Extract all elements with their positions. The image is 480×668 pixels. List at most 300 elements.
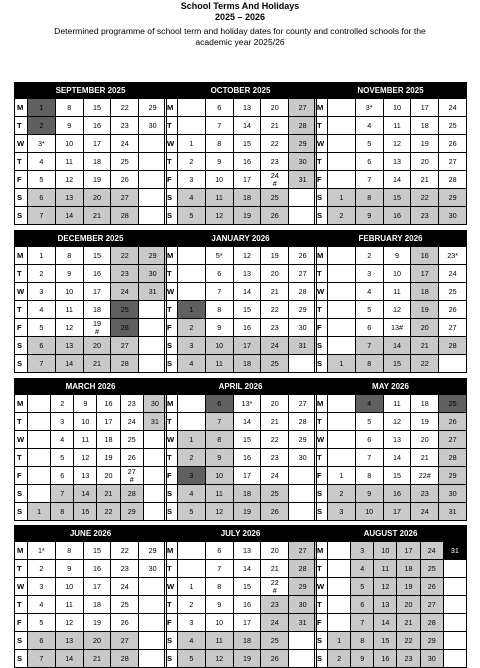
date-cell: 3 [351,542,374,560]
date-cell: 29 [139,542,167,560]
date-cell [328,99,356,117]
week-row [315,99,467,117]
day-label: S [15,355,28,373]
date-cell [28,431,51,449]
date-cell: 13 [383,431,411,449]
week-row [165,355,317,373]
date-cell: 20 [411,153,439,171]
month-title: SEPTEMBER 2025 [14,82,167,98]
day-label: M [15,395,28,413]
date-cell: 25 [261,189,289,207]
date-cell [139,135,167,153]
month-table [164,246,317,373]
date-cell: 27 [111,189,139,207]
date-cell [328,542,351,560]
date-cell: 9 [355,207,383,225]
week-row [15,650,167,668]
month-table [314,98,467,225]
day-label: F [165,171,178,189]
date-cell: 23 [411,207,439,225]
date-cell: 26 [261,503,289,521]
week-row [165,650,317,668]
day-label: S [15,207,28,225]
date-cell: 1 [178,301,206,319]
date-cell: 21 [83,650,111,668]
date-cell [178,413,206,431]
date-cell: 13 [233,542,261,560]
week-row [15,207,167,225]
date-cell: 30 [289,153,317,171]
month-block [164,230,317,373]
day-label: T [15,301,28,319]
date-cell [443,650,466,668]
date-cell: 23 [261,319,289,337]
date-cell: 1 [28,247,56,265]
date-cell: 10 [205,467,233,485]
date-cell: 16 [83,265,111,283]
day-label: S [315,207,328,225]
date-cell: 23 [111,560,139,578]
date-cell: 24 [111,135,139,153]
date-cell [28,485,51,503]
date-cell: 29 [289,431,317,449]
date-cell: 15 [233,135,261,153]
date-cell: 8 [205,301,233,319]
week-row [315,578,467,596]
date-cell: 7 [28,650,56,668]
date-cell: 18 [233,632,261,650]
date-cell [328,337,356,355]
day-label: T [15,413,28,431]
date-cell: 25 [439,117,467,135]
date-cell [178,265,206,283]
date-cell: 16 [374,650,397,668]
date-cell: 3 [178,614,206,632]
month-table [14,98,167,225]
day-label: T [165,301,178,319]
date-cell: 4 [355,117,383,135]
date-cell: 3 [178,171,206,189]
date-cell: 21 [261,413,289,431]
day-label: M [315,395,328,413]
date-cell: 22 [261,301,289,319]
date-cell: 2 [328,650,351,668]
date-cell: 19 [233,207,261,225]
date-cell: 27 [439,319,467,337]
date-cell: 11 [205,485,233,503]
week-row [165,485,317,503]
date-cell: 28 [289,413,317,431]
week-row [165,171,317,189]
day-label: S [165,485,178,503]
week-row [15,467,167,485]
week-row [165,207,317,225]
date-cell [139,355,167,373]
date-cell: 1 [328,355,356,373]
date-cell: 2 [328,207,356,225]
date-cell: 17 [233,337,261,355]
date-cell [28,395,51,413]
date-cell: 13 [74,467,97,485]
date-cell: 10 [355,503,383,521]
week-row [15,247,167,265]
date-cell: 13 [55,189,83,207]
date-cell: 10 [74,413,97,431]
date-cell [289,650,317,668]
date-cell: 27 [439,431,467,449]
month-table [314,394,467,521]
date-cell [139,632,167,650]
date-cell: 12 [74,449,97,467]
date-cell: 11 [383,117,411,135]
date-cell: 25 [111,153,139,171]
week-row [315,542,467,560]
date-cell: 5 [28,614,56,632]
date-cell: 3 [178,337,206,355]
date-cell [328,135,356,153]
date-cell: 2 [28,560,56,578]
date-cell: 17 [83,283,111,301]
day-label: T [315,265,328,283]
date-cell: 6 [28,632,56,650]
date-cell: 3 [355,265,383,283]
date-cell: 1 [28,503,51,521]
day-label: F [165,614,178,632]
date-cell [289,632,317,650]
week-row [15,614,167,632]
date-cell: 28 [111,207,139,225]
date-cell: 8 [55,542,83,560]
date-cell: 11 [55,596,83,614]
date-cell [328,395,356,413]
day-label: F [315,614,328,632]
week-row [165,337,317,355]
day-label: M [15,247,28,265]
date-cell: 19 [83,614,111,632]
date-cell: 15 [83,99,111,117]
date-cell [328,153,356,171]
date-cell: 4 [28,153,56,171]
date-cell: 19 [397,578,420,596]
day-label: S [15,337,28,355]
week-row [15,171,167,189]
month-block [164,378,317,521]
date-cell: 7 [351,614,374,632]
date-cell: 28 [439,171,467,189]
date-cell: 2 [28,265,56,283]
date-cell: 18 [411,283,439,301]
date-cell: 16 [83,117,111,135]
date-cell: 20 [97,467,120,485]
month-block [164,525,317,668]
date-cell: 30 [139,265,167,283]
date-cell: 31 [289,614,317,632]
day-label: F [315,171,328,189]
date-cell: 28 [439,449,467,467]
date-cell: 22 [261,135,289,153]
day-label: W [15,431,28,449]
date-cell: 8 [205,578,233,596]
date-cell: 20 [261,395,289,413]
day-label: F [165,467,178,485]
day-label: S [165,503,178,521]
date-cell: 16 [411,247,439,265]
day-label: F [15,319,28,337]
date-cell: 15 [383,355,411,373]
date-cell: 13 [374,596,397,614]
date-cell: 29 [439,467,467,485]
date-cell: 12 [383,413,411,431]
date-cell: 3 [51,413,74,431]
date-cell: 22 [261,431,289,449]
date-cell [178,117,206,135]
date-cell: 15 [83,542,111,560]
date-cell [328,614,351,632]
day-label: W [165,135,178,153]
date-cell: 4 [178,632,206,650]
date-cell: 14 [383,449,411,467]
date-cell: 12 [55,614,83,632]
date-cell: 5* [205,247,233,265]
week-row [15,503,167,521]
day-label: S [165,207,178,225]
date-cell: 5 [355,301,383,319]
date-cell: 24 [439,99,467,117]
date-cell: 11 [205,189,233,207]
date-cell: 19 # [83,319,111,337]
date-cell: 20 [411,431,439,449]
week-row [315,153,467,171]
date-cell [289,485,317,503]
day-label: S [15,632,28,650]
date-cell [328,247,356,265]
date-cell: 18 [83,301,111,319]
week-row [315,355,467,373]
date-cell: 22 [111,247,139,265]
date-cell: 28 [120,485,143,503]
date-cell: 5 [351,578,374,596]
date-cell [139,319,167,337]
academic-years: 2025 – 2026 [214,12,266,22]
week-row [315,449,467,467]
month-block [314,82,467,225]
week-row [315,503,467,521]
day-label: W [315,135,328,153]
date-cell [328,413,356,431]
date-cell: 23 [397,650,420,668]
date-cell: 17 [411,265,439,283]
date-cell: 9 [383,247,411,265]
date-cell [178,283,206,301]
week-row [315,283,467,301]
month-table [14,541,167,668]
date-cell: 8 [205,135,233,153]
date-cell: 8 [355,467,383,485]
day-label: T [315,449,328,467]
day-label: T [315,596,328,614]
week-row [15,135,167,153]
day-label: T [165,117,178,135]
week-row [15,319,167,337]
date-cell: 11 [205,632,233,650]
date-cell: 22 [97,503,120,521]
week-row [165,135,317,153]
date-cell: 3 [328,503,356,521]
date-cell [139,614,167,632]
date-cell: 21 [411,171,439,189]
week-row [315,560,467,578]
subtitle-line-2: academic year 2025/26 [195,37,285,47]
date-cell [28,413,51,431]
date-cell: 19 [233,503,261,521]
week-row [165,431,317,449]
week-row [165,632,317,650]
day-label: F [15,614,28,632]
date-cell: 18 [233,485,261,503]
date-cell: 24 [261,337,289,355]
day-label: S [165,632,178,650]
date-cell: 25 [261,355,289,373]
date-cell: 17 [233,614,261,632]
week-row [165,560,317,578]
week-row [165,449,317,467]
date-cell: 21 [261,560,289,578]
week-row [315,189,467,207]
day-label: T [165,413,178,431]
date-cell: 5 [355,413,383,431]
date-cell [139,301,167,319]
date-cell: 26 [111,614,139,632]
date-cell: 28 [289,283,317,301]
date-cell: 10 [205,614,233,632]
date-cell [28,467,51,485]
month-block [314,230,467,373]
week-row [15,632,167,650]
date-cell: 26 [420,578,443,596]
date-cell: 13 [55,632,83,650]
week-row [165,247,317,265]
date-cell: 30 [420,650,443,668]
date-cell [178,560,206,578]
month-title: JULY 2026 [164,525,317,541]
date-cell: 18 [97,431,120,449]
date-cell: 27 # [120,467,143,485]
date-cell: 9 [205,596,233,614]
date-cell: 29 [289,301,317,319]
date-cell: 7 [355,449,383,467]
date-cell [443,596,466,614]
week-row [315,117,467,135]
month-block [14,82,167,225]
date-cell: 30 [139,560,167,578]
date-cell: 30 [289,319,317,337]
date-cell: 21 [397,614,420,632]
date-cell: 12 [205,650,233,668]
day-label: W [165,283,178,301]
date-cell: 9 [55,265,83,283]
date-cell: 19 [411,413,439,431]
date-cell [439,355,467,373]
date-cell: 31 [289,337,317,355]
date-cell: 17 [411,99,439,117]
date-cell [328,265,356,283]
date-cell [139,578,167,596]
date-cell: 21 [261,283,289,301]
date-cell: 10 [383,265,411,283]
date-cell: 1 [328,189,356,207]
month-table [164,98,317,225]
date-cell: 8 [205,431,233,449]
date-cell: 27 [111,632,139,650]
date-cell: 24 [111,283,139,301]
date-cell: 20 [83,189,111,207]
week-row [165,578,317,596]
date-cell: 5 [28,319,56,337]
date-cell [328,301,356,319]
date-cell: 27 [289,542,317,560]
week-row [15,355,167,373]
day-label: S [315,485,328,503]
day-label: S [315,337,328,355]
day-label: S [15,503,28,521]
week-row [315,247,467,265]
day-label: T [15,117,28,135]
week-row [315,485,467,503]
date-cell: 8 [351,632,374,650]
month-table [164,394,317,521]
date-cell [139,207,167,225]
date-cell: 11 [74,431,97,449]
date-cell: 30 [439,207,467,225]
date-cell [328,117,356,135]
date-cell: 7 [205,560,233,578]
date-cell: 11 [205,355,233,373]
date-cell: 13 [233,99,261,117]
day-label: T [15,449,28,467]
date-cell: 27 [289,99,317,117]
date-cell: 21 [83,207,111,225]
week-row [165,301,317,319]
week-row [15,99,167,117]
date-cell: 20 [83,337,111,355]
date-cell: 18 [233,189,261,207]
date-cell: 7 [51,485,74,503]
day-label: M [165,247,178,265]
page-title: School Terms And Holidays [180,1,300,11]
date-cell: 7 [205,413,233,431]
date-cell: 31 [443,542,466,560]
day-label: T [315,560,328,578]
date-cell: 2 [28,117,56,135]
date-cell: 11 [55,153,83,171]
date-cell [289,355,317,373]
date-cell: 29 [289,135,317,153]
date-cell: 24 [420,542,443,560]
date-cell: 28 [289,117,317,135]
day-label: M [315,99,328,117]
day-label: T [315,153,328,171]
date-cell: 10 [55,283,83,301]
date-cell: 24 [261,614,289,632]
date-cell: 12 [233,247,261,265]
date-cell: 28 [439,337,467,355]
date-cell: 5 [178,503,206,521]
date-cell: 20 [261,542,289,560]
month-table [14,246,167,373]
week-row [165,319,317,337]
date-cell: 1 [178,431,206,449]
date-cell: 23 [261,596,289,614]
